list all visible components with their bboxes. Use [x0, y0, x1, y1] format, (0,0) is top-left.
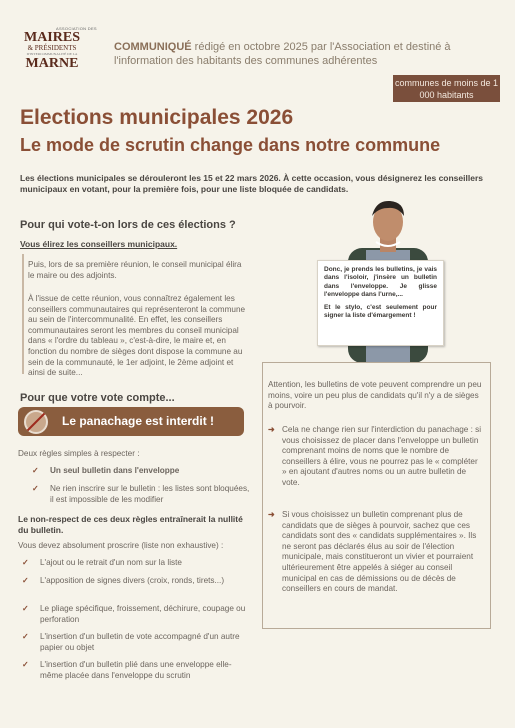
- warning-text: Le non-respect de ces deux règles entraînerait la nullité du bulletin.: [18, 514, 243, 535]
- attention-item: [268, 510, 484, 620]
- section-heading-vote: Pour que votre vote compte...: [20, 392, 175, 404]
- check-icon: ✓: [22, 660, 29, 669]
- quote-bar: [22, 254, 24, 374]
- forbidden-item: [22, 558, 248, 570]
- attention-item-text: Si vous choisissez un bulletin comprenant plus de candidats que de sièges à pourvoir, sachez que ces candidats sont des « candidats supplémentaires ». Ils ne seront pas déclarés élus au soir de l'élection municipale, mais constitueront un vivier et pourraient ultérieurement être appelés à siéger au conseil municipal en cas de démissions ou de décès de conseillers en cours de mandat.: [282, 510, 477, 594]
- check-icon: ✓: [22, 632, 29, 641]
- rules-intro: Deux règles simples à respecter :: [18, 449, 140, 458]
- section-heading-who: Pour qui vote-t-on lors de ces élections ?: [20, 219, 236, 231]
- communique-lead: COMMUNIQUÉ: [114, 41, 192, 53]
- attention-paragraph: Attention, les bulletins de vote peuvent comprendre un peu moins, voire un peu plus de candidats qu'il n'y a de sièges à pourvoir.: [268, 380, 482, 411]
- forbidden-item: [22, 660, 248, 684]
- association-logo: [22, 31, 82, 70]
- forbidden-text: Le pliage spécifique, froissement, déchirure, coupage ou perforation: [40, 604, 246, 624]
- speech-bubble: [317, 260, 444, 346]
- intro-paragraph: Les élections municipales se dérouleront les 15 et 22 mars 2026. À cette occasion, vous désignerez les conseillers municipaux en votant, pour la première fois, pour une liste bloquée de candidats.: [20, 173, 483, 194]
- speech-text-1: Donc, je prends les bulletins, je vais dans l'isoloir, j'insère un bulletin dans l'enveloppe. Je glisse l'enveloppe dans l'urne,...: [324, 266, 437, 299]
- forbidden-text: L'ajout ou le retrait d'un nom sur la liste: [40, 558, 182, 567]
- check-icon: ✓: [32, 484, 39, 493]
- attention-item: [268, 425, 484, 495]
- commune-size-badge: communes de moins de 1 000 habitants: [393, 75, 500, 102]
- panachage-label: Le panachage est interdit !: [62, 414, 215, 428]
- arrow-right-icon: ➜: [268, 510, 275, 519]
- speech-text-2: Et le stylo, c'est seulement pour signer la liste d'émargement !: [324, 303, 437, 320]
- rule-item: [32, 466, 252, 480]
- check-icon: ✓: [22, 558, 29, 567]
- forbidden-item: [22, 604, 248, 628]
- paragraph-council: Puis, lors de sa première réunion, le conseil municipal élira le maire ou des adjoints.: [28, 260, 242, 280]
- rule-text: Ne rien inscrire sur le bulletin : les listes sont bloquées, il est impossible de les modifier: [50, 484, 250, 504]
- logo-word-presidents: & PRÉSIDENTS: [27, 44, 77, 52]
- logo-word-marne: MARNE: [25, 56, 79, 71]
- forbidden-intro: Vous devez absolument proscrire (liste non exhaustive) :: [18, 541, 224, 550]
- forbidden-item: [22, 576, 248, 600]
- logo-caption: ASSOCIATION DES: [56, 26, 97, 31]
- page-title: Elections municipales 2026: [20, 106, 294, 129]
- check-icon: ✓: [32, 466, 39, 475]
- communique-rest: rédigé en octobre 2025 par l'Association et destiné à l'information des habitants des communes adhérentes: [114, 41, 451, 67]
- logo-word-maires: MAIRES: [23, 30, 80, 45]
- section-lead-who: Vous élirez les conseillers municipaux.: [20, 239, 178, 249]
- forbidden-text: L'insertion d'un bulletin de vote accompagné d'un autre papier ou objet: [40, 632, 240, 652]
- forbidden-text: L'apposition de signes divers (croix, ronds, tirets...): [40, 576, 225, 585]
- communique-text: [114, 40, 499, 68]
- rule-item: [32, 484, 252, 508]
- forbidden-text: L'insertion d'un bulletin plié dans une enveloppe elle-même placée dans l'enveloppe du scrutin: [40, 660, 232, 680]
- no-pen-icon: [24, 410, 48, 434]
- attention-item-text: Cela ne change rien sur l'interdiction du panachage : si vous choisissez de placer dans l'enveloppe un bulletin comprenant moins de noms que le nombre de conseillers à élire, vous ne pourrez pas le « compléter » en ajoutant d'autres noms ou un autre bulletin de vote.: [282, 425, 482, 487]
- check-icon: ✓: [22, 604, 29, 613]
- check-icon: ✓: [22, 576, 29, 585]
- arrow-right-icon: ➜: [268, 425, 275, 434]
- page-subtitle: Le mode de scrutin change dans notre commune: [20, 135, 441, 155]
- forbidden-item: [22, 632, 248, 656]
- logo-word-intercommunalite: D'INTERCOMMUNALITÉ DE LA: [26, 52, 78, 56]
- rule-text: Un seul bulletin dans l'enveloppe: [50, 466, 180, 475]
- paragraph-communautaires: À l'issue de cette réunion, vous connaîtrez également les conseillers communautaires qui représenteront la commune au sein de l'intercommunalité. En effet, les conseillers communautaires seront les membres du conseil municipal dans « l'ordre du tableau », c'est-à-dire, le maire et, en fonction du nombre de sièges dont dispose la commune au sein de la communauté, le 1er adjoint, le 2ème adjoint et ainsi de suite...: [28, 294, 246, 378]
